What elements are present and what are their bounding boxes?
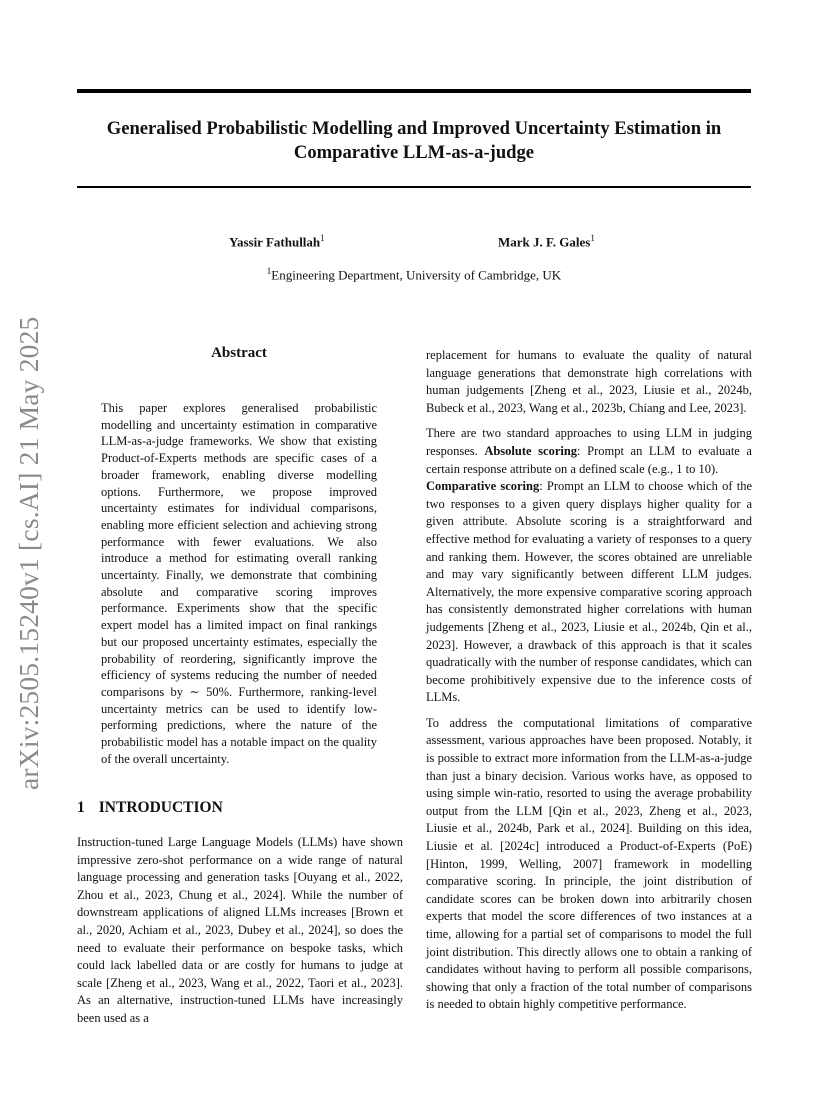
author-name: Yassir Fathullah bbox=[229, 234, 321, 250]
section-number: 1 bbox=[77, 799, 85, 816]
absolute-scoring-text: : Prompt an LLM to evaluate a certain response attribute on a defined scale (e.g., 1 to 10). bbox=[426, 443, 752, 476]
intro-paragraph: Instruction-tuned Large Language Models (LLMs) have shown impressive zero-shot performance on a wide range of natural language processing and generation tasks [Ouyang et al., 2022, Zhou et al., 2023, Chung et al., 2024]. While the number of downstream applications of aligned LLMs increases [Brown et al., 2020, Achiam et al., 2023, Dubey et al., 2024], so does the need to evaluate their performance on bespoke tasks, which could lack labelled data or are costly for humans to judge at scale [Zheng et al., 2023, Wang et al., 2022, Taori et al., 2023]. As an alternative, instruction-tuned LLMs have increasingly been used as a bbox=[77, 835, 403, 1025]
affil-mark: 1 bbox=[320, 233, 325, 243]
abstract-body bbox=[101, 400, 377, 767]
author-name: Mark J. F. Gales bbox=[498, 234, 591, 250]
top-rule bbox=[77, 89, 751, 93]
paragraph: To address the computational limitations of comparative assessment, various approaches have been proposed. Notably, it is possible to extract more information from the LLM-as-a-judge than just a binary decision. Various works have, as opposed to using simple win-ratio, resorted to using the average probability output from the LLM [Qin et al., 2023, Zheng et al., 2023, Liusie et al., 2024b, Park et al., 2024]. Building on this idea, Liusie et al. [2024c] introduced a Product-of-Experts (PoE) [Hinton, 1999, Welling, 2007] framework in modelling comparative scoring. In principle, the joint distribution of candidate scores can be broken down into arbitrarily chosen experts that model the score differences of two instances at a time, allowing for a partial set of comparisons to model the full joint distribution. This directly allows one to obtain a ranking of candidates without having to perform all possible comparisons, showing that only a fraction of the total number of comparisons is needed to obtain highly competitive performance. bbox=[426, 715, 752, 1012]
paragraph-scoring bbox=[426, 425, 752, 707]
section-heading bbox=[77, 799, 223, 817]
comparative-scoring-text: : Prompt an LLM to choose which of the two responses to a given query displays higher quality for a given attribute. Absolute scoring is a straightforward and effective method for evaluating a variety of responses to a query and ranking them. However, the scores obtained are unreliable and may vary significantly between different LLM judges. Alternatively, the more expensive comparative scoring approach has consistently demonstrated higher correlations with human judgements [Zheng et al., 2023, Liusie et al., 2024b, Qin et al., 2023]. However, a drawback of this approach is that it scales quadratically with the number of response candidates, which can become prohibitively expensive due to the inference costs of LLMs. bbox=[426, 479, 752, 705]
abstract-heading: Abstract bbox=[211, 345, 267, 361]
affil-mark: 1 bbox=[590, 233, 595, 243]
section-title: INTRODUCTION bbox=[98, 799, 223, 816]
author-1 bbox=[229, 233, 325, 250]
right-column bbox=[426, 347, 752, 1022]
comparative-scoring-label: Comparative scoring bbox=[426, 479, 540, 494]
paragraph-intro: There are two standard approaches to using LLM in judging responses. bbox=[426, 426, 752, 458]
abstract-text: This paper explores generalised probabilistic modelling and uncertainty estimation in comparative LLM-as-a-judge frameworks. We show that existing Product-of-Experts methods are specific cases of a broader framework, enabling diverse modelling options. Furthermore, we propose improved uncertainty estimates for individual comparisons, enabling more efficient selection and achieving strong performance with fewer evaluations. We also introduce a method for estimating overall ranking uncertainty. Finally, we demonstrate that combining absolute and comparative scoring improves performance. Experiments show that the specific expert model has a limited impact on final rankings but our proposed uncertainty estimates, especially the probability of reordering, significantly improve the efficiency of systems reducing the number of needed comparisons by ∼ 50%. Furthermore, ranking-level uncertainty metrics can be used to identify low-performing predictions, where the nature of the probabilistic model has a notable impact on the quality of the overall uncertainty. bbox=[101, 401, 377, 766]
title-bottom-rule bbox=[77, 186, 751, 188]
author-2 bbox=[498, 233, 595, 250]
arxiv-stamp: arXiv:2505.15240v1 [cs.AI] 21 May 2025 bbox=[13, 316, 44, 790]
absolute-scoring-label: Absolute scoring bbox=[484, 443, 578, 458]
paragraph: replacement for humans to evaluate the quality of natural language generations that demonstrate high correlations with human judgements [Zheng et al., 2023, Liusie et al., 2024b, Bubeck et al., 2023, Wang et al., 2023b, Chiang and Lee, 2023]. bbox=[426, 348, 752, 415]
paper-title: Generalised Probabilistic Modelling and Improved Uncertainty Estimation in Comparative LLM-as-a-judge bbox=[106, 118, 722, 163]
affil-mark: 1 bbox=[266, 266, 272, 276]
intro-left-column bbox=[77, 834, 403, 1028]
affiliation-text: Engineering Department, University of Cambridge, UK bbox=[271, 267, 562, 283]
affiliation bbox=[77, 266, 751, 283]
